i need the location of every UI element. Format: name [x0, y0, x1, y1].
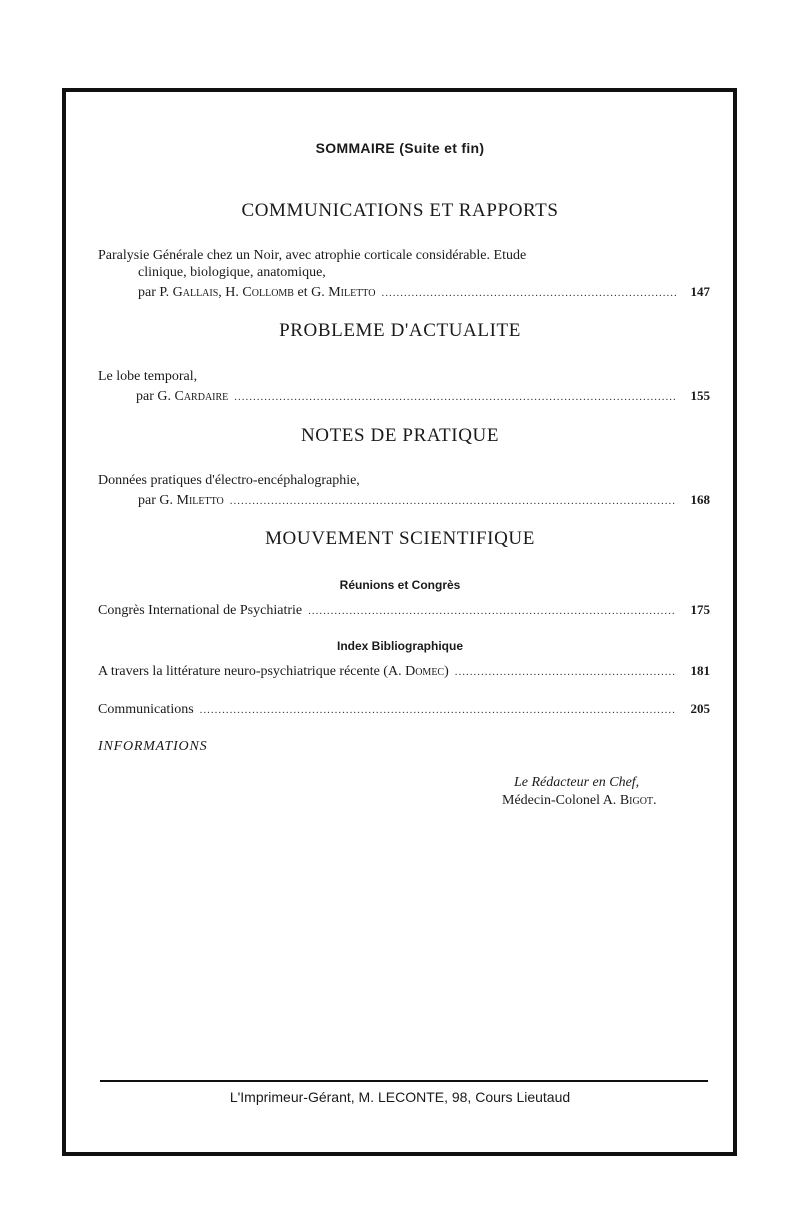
section-heading-probleme: PROBLEME D'ACTUALITE [279, 320, 521, 341]
subheading-index: Index Bibliographique [336, 639, 463, 653]
dot-leader [455, 666, 676, 678]
section-heading-communications: COMMUNICATIONS ET RAPPORTS [241, 200, 559, 221]
signature-line1: Le Rédacteur en Chef, [514, 775, 640, 790]
dot-leader [381, 287, 676, 299]
toc-row-communications[interactable] [98, 701, 710, 718]
footer-imprint: L'Imprimeur-Gérant, M. LECONTE, 98, Cours Lieutaud [229, 1089, 571, 1105]
toc-row-litterature[interactable] [98, 663, 710, 680]
entry-paralysie-line1: Paralysie Générale chez un Noir, avec atrophie corticale considérable. Etude [98, 248, 527, 263]
informations-label: INFORMATIONS [98, 739, 208, 754]
section-heading-notes: NOTES DE PRATIQUE [300, 425, 500, 446]
entry-authors: par G. Cardaire [136, 389, 229, 404]
toc-row-paralysie[interactable] [98, 284, 710, 301]
entry-title: A travers la littérature neuro-psychiatrique récente (A. Domec) [98, 664, 449, 679]
entry-authors: par P. Gallais, H. Collomb et G. Miletto [138, 285, 376, 300]
page-number: 155 [690, 388, 710, 403]
section-heading-mouvement: MOUVEMENT SCIENTIFIQUE [265, 528, 535, 549]
toc-row-congres[interactable] [98, 602, 710, 619]
dot-leader [230, 495, 676, 507]
subheading-reunions: Réunions et Congrès [339, 578, 461, 592]
dot-leader [200, 704, 676, 716]
footer-rule [100, 1080, 708, 1082]
entry-lobe-temporal: Le lobe temporal, [98, 369, 198, 384]
signature-line2: Médecin-Colonel A. Bigot. [502, 793, 657, 808]
entry-title: Communications [98, 702, 194, 717]
entry-title: Congrès International de Psychiatrie [98, 603, 303, 618]
page-title: SOMMAIRE (Suite et fin) [315, 140, 485, 156]
entry-paralysie-line2: clinique, biologique, anatomique, [138, 265, 326, 280]
page-number: 175 [690, 602, 710, 617]
dot-leader [234, 391, 676, 403]
page-number: 147 [690, 284, 710, 299]
toc-row-electro[interactable] [98, 492, 710, 509]
entry-authors: par G. Miletto [138, 493, 224, 508]
page-number: 168 [690, 492, 710, 507]
dot-leader [308, 605, 676, 617]
page-number: 205 [690, 701, 710, 716]
toc-row-lobe-temporal[interactable] [98, 388, 710, 405]
page-number: 181 [690, 663, 710, 678]
entry-electro: Données pratiques d'électro-encéphalographie, [98, 473, 360, 488]
